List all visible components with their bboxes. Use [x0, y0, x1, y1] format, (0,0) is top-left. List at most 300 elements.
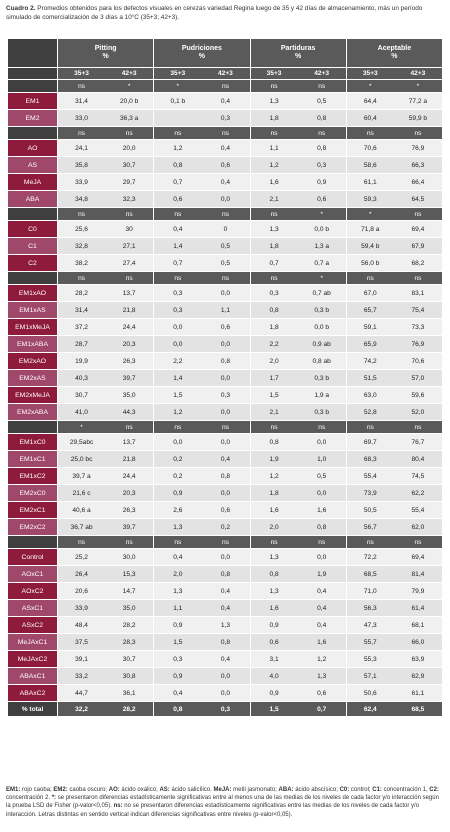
data-cell: 35,0 — [105, 600, 153, 616]
total-cell: 62,4 — [346, 702, 394, 716]
data-cell: 19,9 — [57, 353, 105, 369]
data-cell: 63,0 — [346, 387, 394, 403]
data-cell: 38,2 — [57, 255, 105, 271]
significance-cell: ns — [57, 208, 105, 220]
table-row — [8, 319, 442, 335]
data-cell: 1,3 — [201, 617, 249, 633]
data-cell: 32,3 — [105, 191, 153, 207]
data-cell: 66,4 — [394, 174, 442, 190]
data-cell: 59,1 — [346, 319, 394, 335]
table-body — [8, 80, 442, 716]
data-cell: 57,1 — [346, 668, 394, 684]
data-cell: 57,0 — [394, 370, 442, 386]
data-cell: 70,6 — [346, 140, 394, 156]
data-cell: 0,6 — [201, 502, 249, 518]
data-cell: 59,9 b — [394, 110, 442, 126]
data-cell: 0,0 — [298, 549, 346, 565]
data-cell: 76,9 — [394, 140, 442, 156]
row-label: ABA — [8, 191, 57, 207]
table-row — [8, 221, 442, 237]
row-label: MeJA — [8, 174, 57, 190]
data-cell: 1,9 a — [298, 387, 346, 403]
data-cell: 0,8 — [201, 566, 249, 582]
data-cell: 1,6 — [298, 634, 346, 650]
footnote-definition: control; — [349, 787, 373, 793]
data-cell: 0,0 — [201, 336, 249, 352]
significance-corner — [8, 80, 57, 92]
data-cell: 20,0 — [105, 140, 153, 156]
data-cell: 0,3 — [201, 387, 249, 403]
data-cell: 28,3 — [105, 634, 153, 650]
data-cell: 37,5 — [57, 634, 105, 650]
column-header — [153, 39, 249, 67]
data-cell: 0 — [201, 221, 249, 237]
significance-cell: * — [298, 272, 346, 284]
significance-cell: ns — [250, 272, 298, 284]
significance-cell: * — [346, 208, 394, 220]
data-cell: 0,0 — [298, 434, 346, 450]
data-cell: 0,0 — [201, 485, 249, 501]
data-cell: 0,0 — [201, 434, 249, 450]
data-cell: 36,3 a — [105, 110, 153, 126]
data-cell: 24,4 — [105, 319, 153, 335]
row-label: EM1xC0 — [8, 434, 57, 450]
significance-cell: ns — [250, 536, 298, 548]
data-cell: 0,2 — [153, 468, 201, 484]
column-header — [57, 39, 153, 67]
significance-cell: ns — [394, 127, 442, 139]
significance-corner — [8, 536, 57, 548]
significance-row — [8, 80, 442, 92]
table-row — [8, 336, 442, 352]
row-label: EM1xC1 — [8, 451, 57, 467]
data-cell: 1,8 — [250, 319, 298, 335]
data-cell: 27,4 — [105, 255, 153, 271]
table-row — [8, 93, 442, 109]
significance-cell: ns — [250, 208, 298, 220]
data-cell: 0,0 — [201, 668, 249, 684]
table-row — [8, 255, 442, 271]
row-label: C0 — [8, 221, 57, 237]
data-cell: 0,4 — [201, 140, 249, 156]
data-cell: 36,1 — [105, 685, 153, 701]
total-cell: 28,2 — [105, 702, 153, 716]
significance-cell: ns — [346, 536, 394, 548]
data-cell: 0,2 — [201, 519, 249, 535]
significance-cell: ns — [57, 127, 105, 139]
data-cell: 68,1 — [394, 617, 442, 633]
footnote-definition: ácido abscísico; — [293, 787, 340, 793]
column-header-unit: % — [198, 53, 205, 60]
data-cell: 31,4 — [57, 93, 105, 109]
row-label: ASxC1 — [8, 600, 57, 616]
data-cell: 0,8 — [250, 566, 298, 582]
data-cell: 76,9 — [394, 336, 442, 352]
data-cell: 0,3 b — [298, 370, 346, 386]
significance-cell: ns — [57, 80, 105, 92]
table-footnote — [6, 786, 444, 819]
data-cell: 34,8 — [57, 191, 105, 207]
table-row — [8, 583, 442, 599]
significance-cell: ns — [201, 421, 249, 433]
data-cell: 0,3 — [298, 157, 346, 173]
row-label: EM2xC1 — [8, 502, 57, 518]
table-row — [8, 566, 442, 582]
significance-cell: ns — [153, 536, 201, 548]
significance-row — [8, 208, 442, 220]
data-cell: 33,2 — [57, 668, 105, 684]
row-label: ABAxC2 — [8, 685, 57, 701]
data-cell: 1,6 — [250, 600, 298, 616]
data-cell: 0,4 — [298, 617, 346, 633]
significance-cell: * — [346, 80, 394, 92]
data-cell: 1,2 — [250, 157, 298, 173]
row-label: C2 — [8, 255, 57, 271]
table-row — [8, 174, 442, 190]
column-header-unit: % — [102, 53, 109, 60]
data-cell: 1,1 — [250, 140, 298, 156]
period-header: 35+3 — [346, 68, 394, 79]
data-cell: 0,4 — [298, 600, 346, 616]
column-header-title: Aceptable — [377, 45, 412, 52]
data-cell: 0,8 — [298, 110, 346, 126]
significance-cell: ns — [105, 208, 153, 220]
data-cell: 66,3 — [394, 157, 442, 173]
data-cell: 0,6 — [201, 319, 249, 335]
header-row-periods — [8, 68, 442, 79]
data-cell: 39,7 a — [57, 468, 105, 484]
significance-cell: ns — [201, 80, 249, 92]
data-cell: 68,2 — [394, 255, 442, 271]
footnote-definition: rojo caoba; — [20, 787, 54, 793]
data-cell: 0,1 b — [153, 93, 201, 109]
data-cell: 1,1 — [153, 600, 201, 616]
data-cell: 1,2 — [250, 468, 298, 484]
data-cell: 52,8 — [346, 404, 394, 420]
data-cell: 50,5 — [346, 502, 394, 518]
data-cell: 61,4 — [394, 600, 442, 616]
data-cell: 56,3 — [346, 600, 394, 616]
data-cell: 0,0 — [153, 434, 201, 450]
data-cell: 0,3 — [153, 302, 201, 318]
data-cell: 64,5 — [394, 191, 442, 207]
data-cell: 25,0 bc — [57, 451, 105, 467]
data-cell: 73,9 — [346, 485, 394, 501]
significance-cell: ns — [250, 127, 298, 139]
data-cell: 0,9 — [153, 668, 201, 684]
row-label: AOxC1 — [8, 566, 57, 582]
data-cell: 56,7 — [346, 519, 394, 535]
defects-table — [8, 38, 442, 717]
data-cell: 0,4 — [201, 583, 249, 599]
data-cell: 0,4 — [153, 549, 201, 565]
period-header: 35+3 — [153, 68, 201, 79]
data-cell: 1,5 — [153, 634, 201, 650]
footnote-term: C2: — [429, 787, 439, 793]
data-cell: 33,9 — [57, 600, 105, 616]
data-cell: 20,6 — [57, 583, 105, 599]
data-cell: 69,4 — [394, 549, 442, 565]
table-row — [8, 485, 442, 501]
data-cell: 69,7 — [346, 434, 394, 450]
row-label: AS — [8, 157, 57, 173]
significance-cell: ns — [346, 272, 394, 284]
data-cell: 63,9 — [394, 651, 442, 667]
column-header-unit: % — [295, 53, 302, 60]
table-row — [8, 668, 442, 684]
data-cell: 21,6 c — [57, 485, 105, 501]
data-cell: 67,0 — [346, 285, 394, 301]
table-row — [8, 502, 442, 518]
row-label: EM2 — [8, 110, 57, 126]
row-label: EM2xAS — [8, 370, 57, 386]
column-header-title: Pitting — [94, 45, 117, 52]
row-label: EM2xAO — [8, 353, 57, 369]
data-cell: 60,4 — [346, 110, 394, 126]
data-cell: 2,6 — [153, 502, 201, 518]
data-cell: 75,4 — [394, 302, 442, 318]
significance-cell: ns — [105, 421, 153, 433]
data-cell: 1,3 — [153, 583, 201, 599]
footnote-term: EM1: — [6, 787, 21, 793]
data-cell: 0,9 ab — [298, 336, 346, 352]
data-cell: 0,3 b — [298, 302, 346, 318]
table-caption — [6, 4, 444, 22]
footnote-definition: ácido salicílico. — [169, 787, 214, 793]
significance-corner — [8, 272, 57, 284]
row-label: EM2xMeJA — [8, 387, 57, 403]
row-label: ASxC2 — [8, 617, 57, 633]
data-cell: 4,0 — [250, 668, 298, 684]
row-label: C1 — [8, 238, 57, 254]
row-label: Control — [8, 549, 57, 565]
significance-cell: * — [394, 80, 442, 92]
data-cell: 0,8 — [250, 302, 298, 318]
data-cell: 39,7 — [105, 519, 153, 535]
data-cell: 52,0 — [394, 404, 442, 420]
footnote-definition: se presentaron diferencias estadísticamente significativas entre al menos una de las medias de los niveles de cada factor y/o interacción según la prueba LSD de Fisher (p-valor<0,05). — [6, 795, 439, 810]
data-cell: 0,0 — [201, 191, 249, 207]
data-cell: 65,7 — [346, 302, 394, 318]
significance-cell: ns — [298, 421, 346, 433]
data-cell: 0,9 — [298, 174, 346, 190]
data-cell: 80,4 — [394, 451, 442, 467]
footnote-definition: caoba oscuro; — [67, 787, 109, 793]
row-label: EM1xABA — [8, 336, 57, 352]
data-cell: 2,1 — [250, 404, 298, 420]
data-cell: 0,5 — [201, 238, 249, 254]
data-cell: 0,0 — [153, 319, 201, 335]
data-cell: 14,7 — [105, 583, 153, 599]
table-row — [8, 634, 442, 650]
data-cell: 0,0 — [298, 485, 346, 501]
data-cell: 0,3 — [153, 651, 201, 667]
data-cell: 83,1 — [394, 285, 442, 301]
table-row — [8, 285, 442, 301]
data-cell: 74,5 — [394, 468, 442, 484]
data-cell: 21,8 — [105, 302, 153, 318]
data-cell: 41,0 — [57, 404, 105, 420]
significance-cell: ns — [201, 127, 249, 139]
data-cell: 33,0 — [57, 110, 105, 126]
significance-cell: ns — [153, 421, 201, 433]
data-cell: 1,3 — [250, 583, 298, 599]
data-cell: 20,3 — [105, 485, 153, 501]
data-cell: 0,4 — [201, 600, 249, 616]
data-cell: 55,7 — [346, 634, 394, 650]
data-cell: 20,0 b — [105, 93, 153, 109]
significance-cell: ns — [394, 536, 442, 548]
total-cell: 0,8 — [153, 702, 201, 716]
row-label: EM1xMeJA — [8, 319, 57, 335]
data-cell: 28,2 — [105, 617, 153, 633]
row-label: EM1xC2 — [8, 468, 57, 484]
table-row — [8, 468, 442, 484]
row-label: EM2xC2 — [8, 519, 57, 535]
data-cell: 77,2 a — [394, 93, 442, 109]
data-cell: 0,0 b — [298, 319, 346, 335]
data-cell: 1,9 — [250, 451, 298, 467]
footnote-definition: concentración 1, — [381, 787, 430, 793]
data-cell: 1,3 — [250, 549, 298, 565]
data-cell: 0,7 ab — [298, 285, 346, 301]
period-header: 42+3 — [201, 68, 249, 79]
data-cell: 0,4 — [153, 685, 201, 701]
data-cell: 1,2 — [153, 404, 201, 420]
data-cell: 0,7 — [153, 174, 201, 190]
row-label: EM1xAS — [8, 302, 57, 318]
footnote-term: MeJA: — [213, 787, 232, 793]
data-cell: 0,9 — [250, 685, 298, 701]
data-cell: 15,3 — [105, 566, 153, 582]
significance-corner — [8, 208, 57, 220]
data-cell: 0,4 — [201, 174, 249, 190]
data-cell: 0,8 — [153, 157, 201, 173]
data-cell: 28,7 — [57, 336, 105, 352]
data-cell: 3,1 — [250, 651, 298, 667]
data-cell: 0,9 — [153, 485, 201, 501]
row-label: EM1 — [8, 93, 57, 109]
data-cell: 55,4 — [394, 502, 442, 518]
table-row — [8, 353, 442, 369]
data-cell: 1,0 — [298, 451, 346, 467]
total-cell: 1,5 — [250, 702, 298, 716]
data-cell: 55,3 — [346, 651, 394, 667]
caption-label: Cuadro 2. — [6, 5, 36, 12]
row-label: EM1xAO — [8, 285, 57, 301]
data-cell: 1,3 a — [298, 238, 346, 254]
data-cell: 0,2 — [153, 451, 201, 467]
data-cell: 0,3 — [201, 110, 249, 126]
row-label: EM2xC0 — [8, 485, 57, 501]
data-cell: 61,1 — [394, 685, 442, 701]
data-cell: 1,9 — [298, 566, 346, 582]
data-cell: 1,2 — [153, 140, 201, 156]
data-cell: 21,8 — [105, 451, 153, 467]
significance-cell: ns — [201, 536, 249, 548]
footnote-term: *: — [51, 795, 57, 802]
data-cell: 0,8 — [201, 634, 249, 650]
footnote-definition: ácido oxálico; — [119, 787, 160, 793]
data-cell: 0,3 — [153, 285, 201, 301]
data-cell: 1,5 — [250, 387, 298, 403]
data-cell: 28,2 — [57, 285, 105, 301]
significance-cell: * — [153, 80, 201, 92]
row-label: AOxC2 — [8, 583, 57, 599]
significance-row — [8, 421, 442, 433]
data-cell: 62,9 — [394, 668, 442, 684]
data-cell: 0,9 — [250, 617, 298, 633]
data-cell: 30,8 — [105, 668, 153, 684]
significance-cell: ns — [346, 421, 394, 433]
data-cell: 0,8 — [250, 434, 298, 450]
data-cell: 0,3 b — [298, 404, 346, 420]
period-header: 35+3 — [57, 68, 105, 79]
total-cell: 0,3 — [201, 702, 249, 716]
data-cell: 59,3 — [346, 191, 394, 207]
data-cell: 30,7 — [105, 651, 153, 667]
data-cell: 2,2 — [250, 336, 298, 352]
data-cell: 0,5 — [298, 93, 346, 109]
data-cell: 13,7 — [105, 285, 153, 301]
data-cell: 1,6 — [250, 502, 298, 518]
data-cell: 0,0 — [201, 404, 249, 420]
significance-corner — [8, 421, 57, 433]
data-cell: 0,4 — [298, 583, 346, 599]
data-cell: 24,4 — [105, 468, 153, 484]
data-cell: 64,4 — [346, 93, 394, 109]
table-row — [8, 617, 442, 633]
data-cell: 1,4 — [153, 370, 201, 386]
data-cell: 1,8 — [250, 485, 298, 501]
table-row — [8, 191, 442, 207]
data-cell: 56,0 b — [346, 255, 394, 271]
column-header-unit: % — [391, 53, 398, 60]
data-cell: 59,4 b — [346, 238, 394, 254]
significance-cell: ns — [153, 208, 201, 220]
row-label: MeJAxC1 — [8, 634, 57, 650]
data-cell: 0,7 — [153, 255, 201, 271]
significance-cell: ns — [298, 127, 346, 139]
data-cell: 72,2 — [346, 549, 394, 565]
data-cell: 2,2 — [153, 353, 201, 369]
data-cell: 2,0 — [250, 519, 298, 535]
data-cell: 0,7 a — [298, 255, 346, 271]
data-cell: 0,8 — [201, 353, 249, 369]
data-cell: 0,0 — [201, 285, 249, 301]
data-cell: 36,7 ab — [57, 519, 105, 535]
significance-cell: ns — [105, 127, 153, 139]
row-label: AO — [8, 140, 57, 156]
table-row — [8, 549, 442, 565]
total-cell: 0,7 — [298, 702, 346, 716]
period-header: 35+3 — [250, 68, 298, 79]
footnote-definition: no se presentaron diferencias estadísticamente significativas entre las medias de los niveles de cada factor y/o interacción. Letras distintas en sentido vertical indican diferencias significativas entre niveles (p-valor<0,05). — [6, 803, 420, 818]
footnote-definition: metil jasmonato; — [231, 787, 279, 793]
significance-cell: ns — [394, 421, 442, 433]
data-cell: 27,1 — [105, 238, 153, 254]
data-cell: 30,7 — [105, 157, 153, 173]
table-row — [8, 110, 442, 126]
data-cell: 26,4 — [57, 566, 105, 582]
data-cell: 1,7 — [250, 370, 298, 386]
data-cell: 1,8 — [250, 238, 298, 254]
data-cell: 2,0 — [250, 353, 298, 369]
total-row — [8, 702, 442, 716]
row-label: ABAxC1 — [8, 668, 57, 684]
data-cell: 1,8 — [250, 110, 298, 126]
data-cell: 40,3 — [57, 370, 105, 386]
